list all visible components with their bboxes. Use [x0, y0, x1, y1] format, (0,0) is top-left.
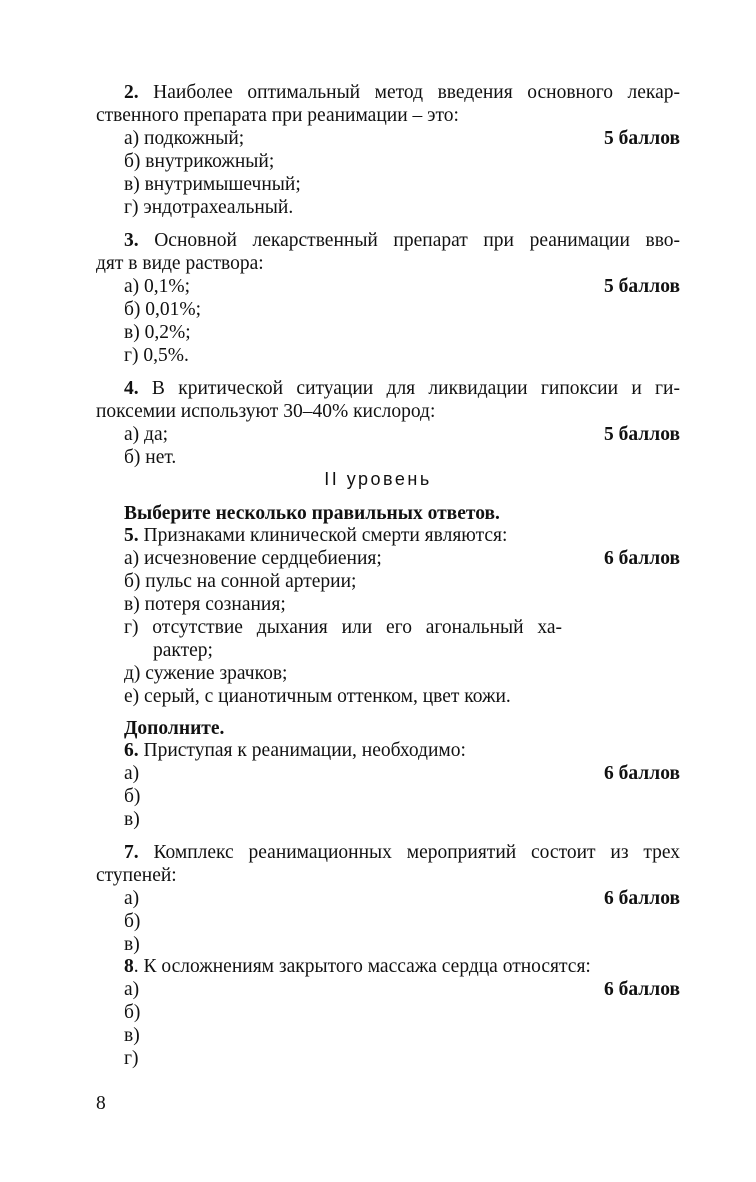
q8-number: 8: [124, 956, 134, 977]
q6-points: 6 баллов: [604, 763, 680, 784]
q2-text: Наиболее оптимальный метод введения основного лекар-: [153, 82, 680, 103]
q8-option-d: г): [124, 1048, 139, 1069]
q5-option-b: б) пульс на сонной артерии;: [124, 571, 357, 592]
q7-text: Комплекс реанимационных мероприятий состоит из трех: [153, 842, 681, 863]
q3-line2: дят в виде раствора:: [96, 253, 264, 274]
q4-option-a: а) да;: [124, 424, 169, 445]
q3-points: 5 баллов: [604, 276, 680, 297]
q5-text: Признаками клинической смерти являются:: [143, 525, 508, 546]
q8-points: 6 баллов: [604, 979, 680, 1000]
q5-line1: [124, 524, 708, 547]
q6-option-c: в): [124, 809, 140, 830]
q3-option-b: б) 0,01%;: [124, 299, 202, 320]
q3-line1: [124, 229, 680, 252]
q5-option-a: а) исчезновение сердцебиения;: [124, 548, 382, 569]
q8-line1: [124, 955, 708, 978]
q2-number: 2.: [124, 82, 139, 103]
q7-option-b: б): [124, 911, 141, 932]
q2-line1: [124, 81, 680, 104]
q3-option-c: в) 0,2%;: [124, 322, 191, 343]
page-number: 8: [96, 1093, 106, 1114]
q6-option-b: б): [124, 786, 141, 807]
q7-option-a: а): [124, 888, 140, 909]
q2-line2: ственного препарата при реанимации – это:: [96, 105, 459, 126]
q5-option-d-cont: рактер;: [153, 640, 213, 661]
q2-option-a: а) подкожный;: [124, 128, 245, 149]
q2-option-b: б) внутрикожный;: [124, 151, 275, 172]
q4-option-b: б) нет.: [124, 447, 177, 468]
q5-number: 5.: [124, 525, 139, 546]
q3-option-d: г) 0,5%.: [124, 345, 189, 366]
q8-option-a: а): [124, 979, 140, 1000]
q7-number: 7.: [124, 842, 139, 863]
q5-points: 6 баллов: [604, 548, 680, 569]
q6-number: 6.: [124, 740, 139, 761]
q5-option-f: е) серый, с цианотичным оттенком, цвет кожи.: [124, 686, 511, 707]
level-heading: II уровень: [324, 469, 432, 489]
q6-option-a: а): [124, 763, 140, 784]
q4-line2: поксемии используют 30–40% кислород:: [96, 401, 436, 422]
q4-points: 5 баллов: [604, 424, 680, 445]
q3-text: Основной лекарственный препарат при реанимации вво-: [154, 230, 681, 251]
q6-line1: [124, 739, 708, 762]
q4-number: 4.: [124, 378, 139, 399]
q2-option-c: в) внутримышечный;: [124, 174, 301, 195]
q3-option-a: а) 0,1%;: [124, 276, 191, 297]
q7-line2: ступеней:: [96, 865, 177, 886]
multi-answer-instruction: Выберите несколько правильных ответов.: [124, 503, 500, 524]
q6-text: Приступая к реанимации, необходимо:: [143, 740, 466, 761]
q4-line1: [124, 377, 680, 400]
q8-option-b: б): [124, 1002, 141, 1023]
q7-line1: [124, 841, 680, 864]
q5-option-d: г) отсутствие дыхания или его агональный ха-: [124, 617, 562, 638]
q4-text: В критической ситуации для ликвидации гипоксии и ги-: [151, 378, 680, 399]
q7-points: 6 баллов: [604, 888, 680, 909]
q7-option-c: в): [124, 934, 140, 955]
q2-points: 5 баллов: [604, 128, 680, 149]
q8-option-c: в): [124, 1025, 140, 1046]
q8-text: . К осложнениям закрытого массажа сердца относятся:: [133, 956, 591, 977]
q2-option-d: г) эндотрахеальный.: [124, 197, 294, 218]
q3-number: 3.: [124, 230, 139, 251]
fill-in-instruction: Дополните.: [124, 718, 225, 739]
q5-option-e: д) сужение зрачков;: [124, 663, 288, 684]
q5-option-c: в) потеря сознания;: [124, 594, 286, 615]
